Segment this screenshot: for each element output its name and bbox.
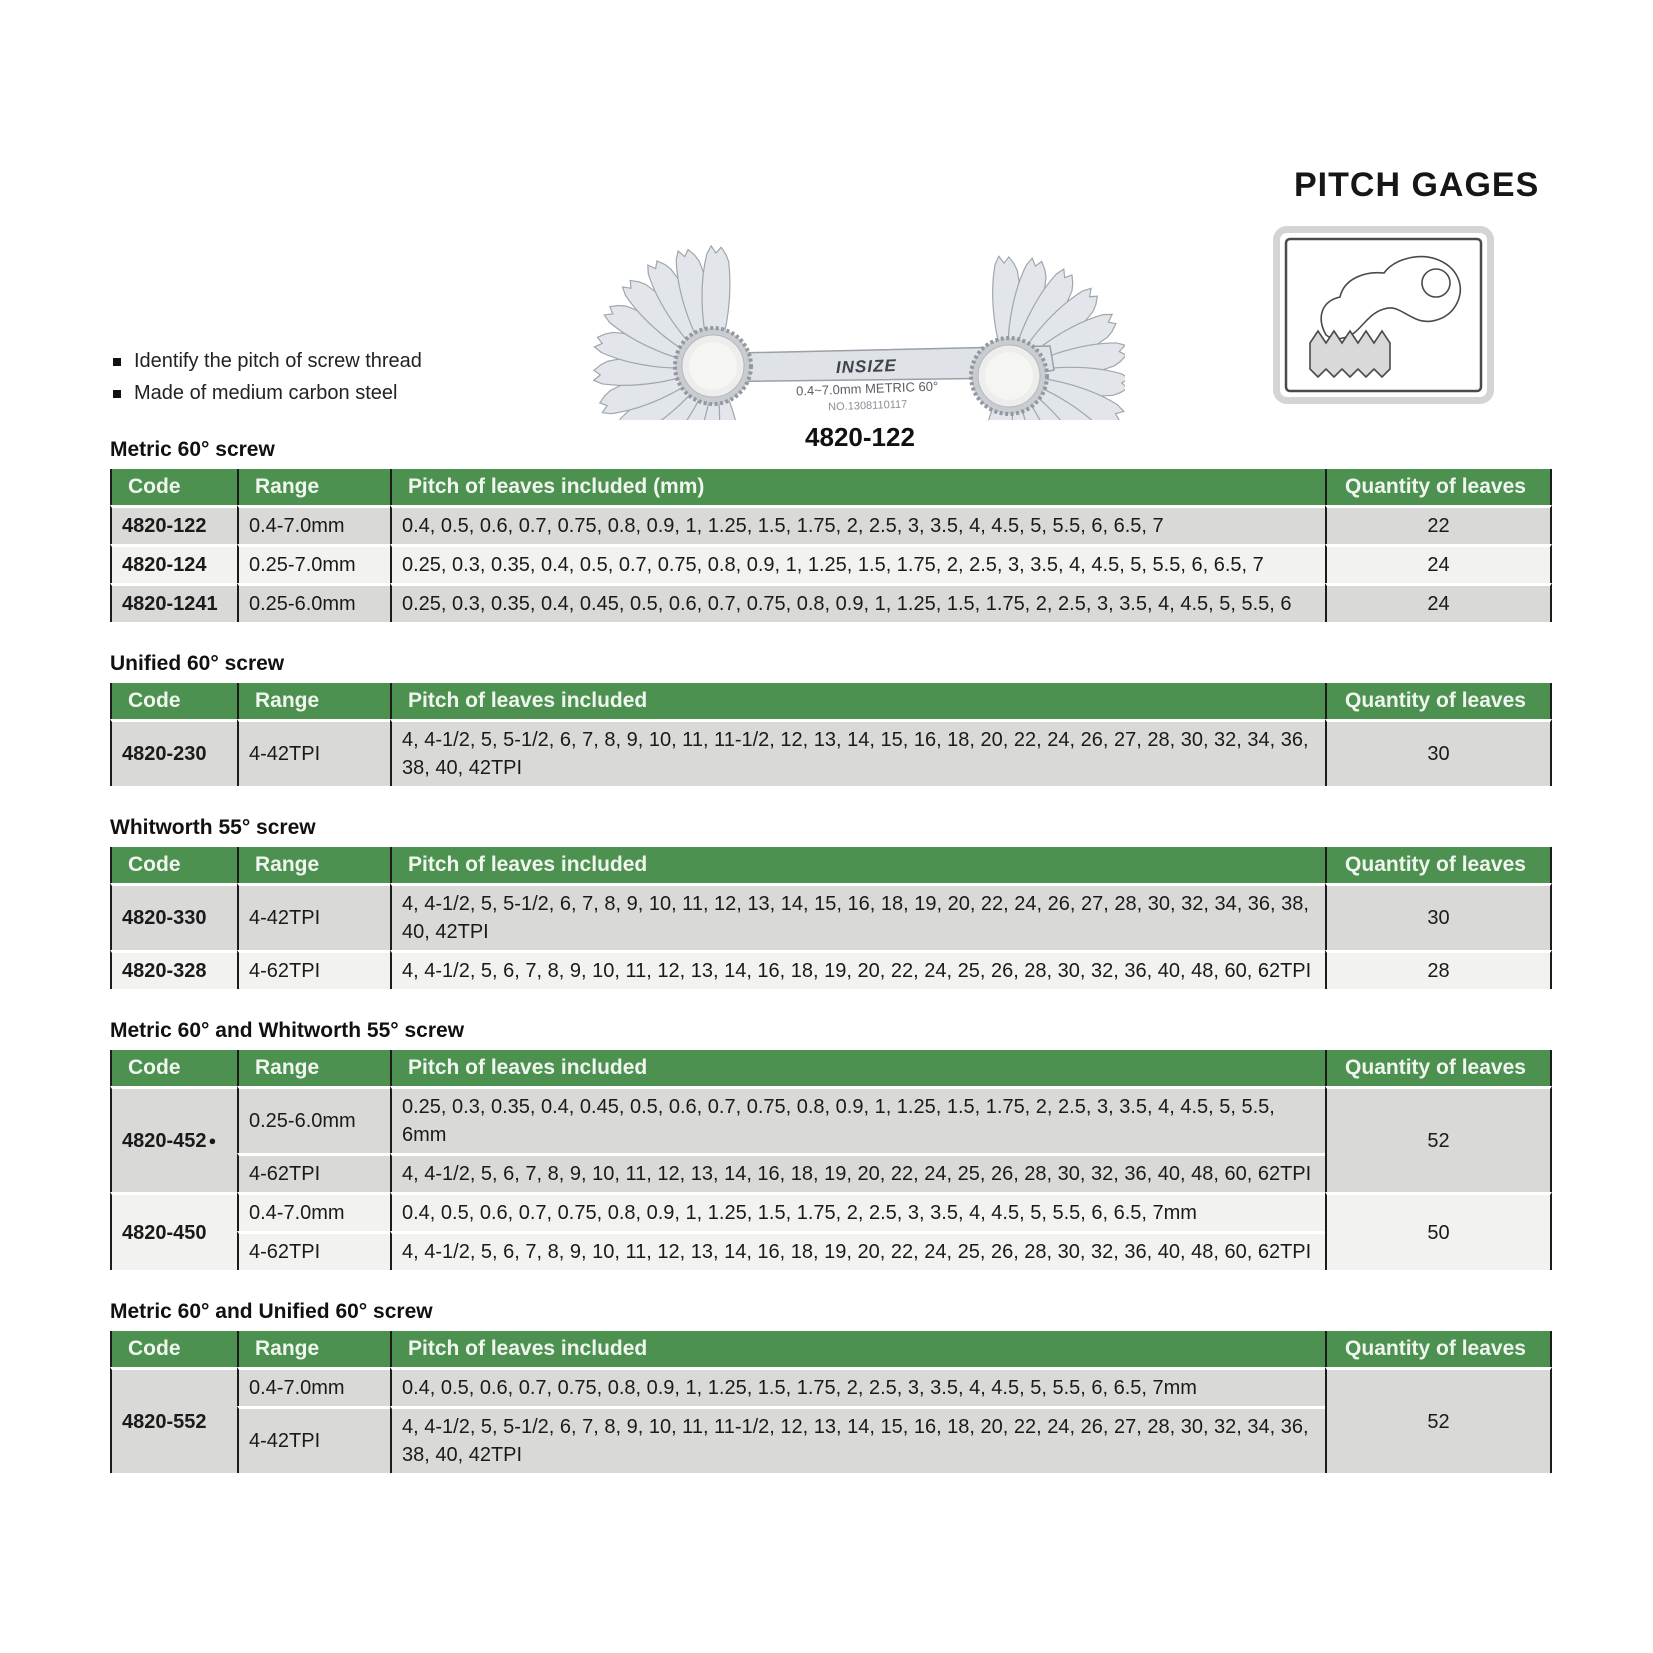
range-cell: 4-62TPI xyxy=(237,1231,390,1270)
table-row xyxy=(110,583,1552,622)
col-header-range: Range xyxy=(237,847,390,883)
table-row xyxy=(110,1086,1552,1153)
range-cell: 0.25-6.0mm xyxy=(237,1086,390,1153)
section-title-unified60: Unified 60° screw xyxy=(110,652,285,675)
spec-table-unified60 xyxy=(110,683,1552,786)
range-cell: 4-42TPI xyxy=(237,1406,390,1473)
section-title-whitworth55: Whitworth 55° screw xyxy=(110,816,316,839)
pitch-cell: 4, 4-1/2, 5, 5-1/2, 6, 7, 8, 9, 10, 11, 11-1/2, 12, 13, 14, 15, 16, 18, 20, 22, 24, 26, 27, 28, 30, 32, 34, 36, 38, 40, 42TPI xyxy=(390,719,1325,786)
table-row xyxy=(110,950,1552,989)
col-header-range: Range xyxy=(237,469,390,505)
serial-marking: NO.1308110117 xyxy=(827,398,908,414)
qty-cell: 28 xyxy=(1325,950,1552,989)
code-cell: 4820-122 xyxy=(110,505,237,544)
qty-cell: 52 xyxy=(1325,1086,1552,1192)
col-header-pitch: Pitch of leaves included xyxy=(390,847,1325,883)
feature-list xyxy=(113,350,422,414)
range-cell: 0.4-7.0mm xyxy=(237,1192,390,1231)
col-header-qty: Quantity of leaves xyxy=(1325,847,1552,883)
brand-logo: INSIZE xyxy=(835,355,898,378)
table-row xyxy=(110,1192,1552,1231)
col-header-range: Range xyxy=(237,1331,390,1367)
table-row xyxy=(110,883,1552,950)
code-cell: 4820-328 xyxy=(110,950,237,989)
col-header-qty: Quantity of leaves xyxy=(1325,469,1552,505)
table-header-row xyxy=(110,469,1552,505)
bullet-square-icon xyxy=(113,358,121,366)
bullet-square-icon xyxy=(113,390,121,398)
code-text: 4820-552 xyxy=(122,1410,207,1433)
range-cell: 4-42TPI xyxy=(237,883,390,950)
range-marking: 0.4~7.0mm METRIC 60° xyxy=(795,378,939,399)
col-header-pitch: Pitch of leaves included xyxy=(390,1050,1325,1086)
section-title-metric-whitworth: Metric 60° and Whitworth 55° screw xyxy=(110,1019,465,1042)
table-header-row xyxy=(110,1331,1552,1367)
qty-cell: 24 xyxy=(1325,583,1552,622)
code-cell xyxy=(110,1192,237,1270)
col-header-pitch: Pitch of leaves included xyxy=(390,1331,1325,1367)
pitch-cell: 0.4, 0.5, 0.6, 0.7, 0.75, 0.8, 0.9, 1, 1.25, 1.5, 1.75, 2, 2.5, 3, 3.5, 4, 4.5, 5, 5.5, 6, 6.5, 7mm xyxy=(390,1192,1325,1231)
feature-text: Identify the pitch of screw thread xyxy=(134,350,422,372)
spec-content xyxy=(110,438,1552,1473)
qty-cell: 30 xyxy=(1325,883,1552,950)
col-header-code: Code xyxy=(110,847,237,883)
code-text: 4820-450 xyxy=(122,1221,207,1244)
col-header-qty: Quantity of leaves xyxy=(1325,1050,1552,1086)
range-cell: 4-42TPI xyxy=(237,719,390,786)
code-cell: 4820-230 xyxy=(110,719,237,786)
pitch-gage-photo-illustration xyxy=(545,170,1125,420)
pitch-cell: 0.4, 0.5, 0.6, 0.7, 0.75, 0.8, 0.9, 1, 1.25, 1.5, 1.75, 2, 2.5, 3, 3.5, 4, 4.5, 5, 5.5, 6, 6.5, 7 xyxy=(390,505,1325,544)
range-cell: 0.25-7.0mm xyxy=(237,544,390,583)
section-title-metric60: Metric 60° screw xyxy=(110,438,275,461)
feature-text: Made of medium carbon steel xyxy=(134,382,398,404)
code-cell xyxy=(110,1367,237,1473)
qty-cell: 50 xyxy=(1325,1192,1552,1270)
pitch-gage-category-icon xyxy=(1273,226,1494,404)
range-cell: 4-62TPI xyxy=(237,1153,390,1192)
spec-table-whitworth55 xyxy=(110,847,1552,989)
col-header-range: Range xyxy=(237,683,390,719)
spec-table-metric60 xyxy=(110,469,1552,622)
table-row xyxy=(110,505,1552,544)
range-cell: 0.4-7.0mm xyxy=(237,505,390,544)
qty-cell: 22 xyxy=(1325,505,1552,544)
leaf-hole xyxy=(1422,269,1450,297)
spec-table-metric-whitworth xyxy=(110,1050,1552,1270)
code-cell xyxy=(110,1086,237,1192)
product-photo xyxy=(545,170,1125,420)
col-header-pitch: Pitch of leaves included xyxy=(390,683,1325,719)
section-title-metric-unified: Metric 60° and Unified 60° screw xyxy=(110,1300,433,1323)
code-cell: 4820-1241 xyxy=(110,583,237,622)
pitch-cell: 0.25, 0.3, 0.35, 0.4, 0.5, 0.7, 0.75, 0.8, 0.9, 1, 1.25, 1.5, 1.75, 2, 2.5, 3, 3.5, 4, 4.5, 5, 5.5, 6, 6.5, 7 xyxy=(390,544,1325,583)
gage-leaf-thread-icon xyxy=(1280,233,1487,397)
col-header-pitch: Pitch of leaves included (mm) xyxy=(390,469,1325,505)
feature-item xyxy=(113,350,422,373)
col-header-code: Code xyxy=(110,1331,237,1367)
code-cell: 4820-124 xyxy=(110,544,237,583)
pitch-cell: 4, 4-1/2, 5, 6, 7, 8, 9, 10, 11, 12, 13, 14, 16, 18, 19, 20, 22, 24, 25, 26, 28, 30, 32, 36, 40, 48, 60, 62TPI xyxy=(390,1153,1325,1192)
table-row xyxy=(110,719,1552,786)
feature-item xyxy=(113,382,422,405)
pitch-cell: 4, 4-1/2, 5, 6, 7, 8, 9, 10, 11, 12, 13, 14, 16, 18, 19, 20, 22, 24, 25, 26, 28, 30, 32, 36, 40, 48, 60, 62TPI xyxy=(390,950,1325,989)
col-header-code: Code xyxy=(110,1050,237,1086)
col-header-code: Code xyxy=(110,469,237,505)
table-header-row xyxy=(110,1050,1552,1086)
thread-profile-block xyxy=(1310,331,1390,377)
code-cell: 4820-330 xyxy=(110,883,237,950)
footnote-dot: ● xyxy=(208,1132,217,1148)
pitch-cell: 0.25, 0.3, 0.35, 0.4, 0.45, 0.5, 0.6, 0.7, 0.75, 0.8, 0.9, 1, 1.25, 1.5, 1.75, 2, 2.5, 3, 3.5, 4, 4.5, 5, 5.5, 6mm xyxy=(390,1086,1325,1153)
col-header-qty: Quantity of leaves xyxy=(1325,683,1552,719)
col-header-range: Range xyxy=(237,1050,390,1086)
table-header-row xyxy=(110,683,1552,719)
product-caption: 4820-122 xyxy=(805,422,915,452)
table-header-row xyxy=(110,847,1552,883)
page-title: PITCH GAGES xyxy=(1294,166,1540,204)
spec-table-metric-unified xyxy=(110,1331,1552,1473)
col-header-qty: Quantity of leaves xyxy=(1325,1331,1552,1367)
pitch-cell: 4, 4-1/2, 5, 5-1/2, 6, 7, 8, 9, 10, 11, 12, 13, 14, 15, 16, 18, 19, 20, 22, 24, 26, 27, 28, 30, 32, 34, 36, 38, 40, 42TPI xyxy=(390,883,1325,950)
range-cell: 0.4-7.0mm xyxy=(237,1367,390,1406)
right-knurled-knob xyxy=(971,338,1047,414)
col-header-code: Code xyxy=(110,683,237,719)
qty-cell: 30 xyxy=(1325,719,1552,786)
pitch-cell: 0.25, 0.3, 0.35, 0.4, 0.45, 0.5, 0.6, 0.7, 0.75, 0.8, 0.9, 1, 1.25, 1.5, 1.75, 2, 2.5, 3, 3.5, 4, 4.5, 5, 5.5, 6 xyxy=(390,583,1325,622)
code-text: 4820-452 xyxy=(122,1129,207,1152)
pitch-cell: 4, 4-1/2, 5, 6, 7, 8, 9, 10, 11, 12, 13, 14, 16, 18, 19, 20, 22, 24, 25, 26, 28, 30, 32, 36, 40, 48, 60, 62TPI xyxy=(390,1231,1325,1270)
range-cell: 0.25-6.0mm xyxy=(237,583,390,622)
range-cell: 4-62TPI xyxy=(237,950,390,989)
pitch-cell: 4, 4-1/2, 5, 5-1/2, 6, 7, 8, 9, 10, 11, 11-1/2, 12, 13, 14, 15, 16, 18, 20, 22, 24, 26, 27, 28, 30, 32, 34, 36, 38, 40, 42TPI xyxy=(390,1406,1325,1473)
qty-cell: 52 xyxy=(1325,1367,1552,1473)
left-knurled-knob xyxy=(675,328,751,404)
table-row xyxy=(110,544,1552,583)
table-row xyxy=(110,1367,1552,1406)
qty-cell: 24 xyxy=(1325,544,1552,583)
pitch-cell: 0.4, 0.5, 0.6, 0.7, 0.75, 0.8, 0.9, 1, 1.25, 1.5, 1.75, 2, 2.5, 3, 3.5, 4, 4.5, 5, 5.5, 6, 6.5, 7mm xyxy=(390,1367,1325,1406)
